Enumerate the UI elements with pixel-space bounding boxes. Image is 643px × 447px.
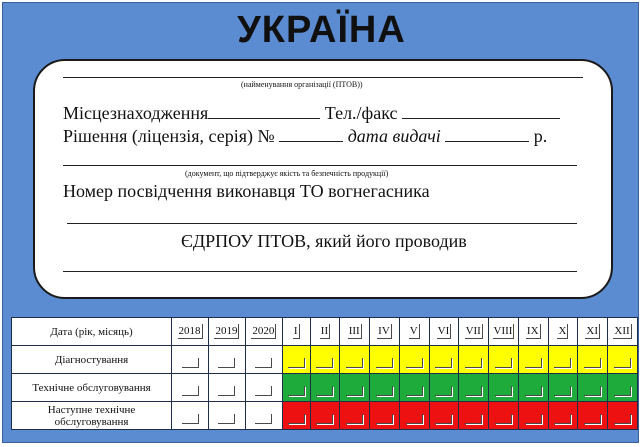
month-mark-cell[interactable]: [578, 374, 608, 402]
check-box-icon: [614, 386, 631, 396]
month-header-4: [370, 318, 400, 346]
month-header-11: [578, 318, 608, 346]
year-label: 2018: [178, 325, 201, 337]
extinguisher-label-card: [2, 2, 639, 443]
check-box-icon: [406, 358, 423, 368]
month-header-5: [399, 318, 429, 346]
month-mark-cell[interactable]: [429, 402, 459, 430]
year-header-2020: [245, 318, 282, 346]
month-header-9: [518, 318, 548, 346]
issue-date-label: дата видачі: [347, 126, 441, 146]
check-box-icon: [525, 386, 542, 396]
check-box-icon: [435, 414, 452, 424]
issue-date-unit: р.: [533, 126, 548, 146]
year-mark-cell[interactable]: [209, 402, 246, 430]
check-box-icon: [584, 414, 601, 424]
month-mark-cell[interactable]: [399, 402, 429, 430]
check-box-icon: [255, 358, 272, 368]
check-box-icon: [465, 358, 482, 368]
row-label: Наступне технічне обслуговування: [12, 402, 172, 430]
month-mark-cell[interactable]: [459, 402, 489, 430]
month-header-8: [489, 318, 519, 346]
edrpou-label: ЄДРПОУ ПТОВ, який його проводив: [181, 231, 467, 251]
certificate-line[interactable]: [67, 223, 577, 224]
check-box-icon: [554, 358, 571, 368]
month-header-1: [282, 318, 310, 346]
year-mark-cell[interactable]: [245, 374, 282, 402]
month-mark-cell[interactable]: [370, 346, 400, 374]
check-box-icon: [525, 414, 542, 424]
check-box-icon: [554, 414, 571, 424]
check-box-icon: [255, 414, 272, 424]
location-label: Місцезнаходження: [63, 103, 209, 123]
month-label: I: [293, 325, 298, 337]
table-row: [12, 346, 638, 374]
check-box-icon: [288, 386, 305, 396]
month-label: III: [348, 325, 360, 337]
table-row: [12, 374, 638, 402]
location-field[interactable]: [208, 104, 320, 119]
row-label: Діагностування: [12, 346, 172, 374]
month-header-7: [459, 318, 489, 346]
check-box-icon: [614, 414, 631, 424]
issue-date-field[interactable]: [445, 127, 529, 142]
year-label: 2019: [215, 325, 238, 337]
document-hint: (документ, що підтверджує якість та безпечність продукції): [185, 169, 389, 178]
document-line[interactable]: [63, 165, 577, 166]
year-mark-cell[interactable]: [209, 374, 246, 402]
check-box-icon: [525, 358, 542, 368]
decision-label: Рішення (ліцензія, серія) №: [63, 126, 275, 146]
year-header-2018: [172, 318, 209, 346]
decision-number-field[interactable]: [279, 127, 343, 142]
check-box-icon: [182, 414, 199, 424]
month-mark-cell[interactable]: [310, 374, 340, 402]
organization-info-panel: [33, 59, 613, 299]
check-box-icon: [465, 414, 482, 424]
check-box-icon: [465, 386, 482, 396]
check-box-icon: [288, 414, 305, 424]
month-label: XI: [586, 325, 599, 337]
check-box-icon: [316, 386, 333, 396]
year-mark-cell[interactable]: [245, 346, 282, 374]
month-header-10: [548, 318, 578, 346]
year-mark-cell[interactable]: [245, 402, 282, 430]
month-mark-cell[interactable]: [399, 346, 429, 374]
month-mark-cell[interactable]: [489, 374, 519, 402]
year-mark-cell[interactable]: [172, 346, 209, 374]
month-mark-cell[interactable]: [608, 346, 638, 374]
check-box-icon: [584, 358, 601, 368]
year-mark-cell[interactable]: [172, 374, 209, 402]
check-box-icon: [376, 414, 393, 424]
month-mark-cell[interactable]: [489, 346, 519, 374]
month-mark-cell[interactable]: [578, 346, 608, 374]
year-mark-cell[interactable]: [209, 346, 246, 374]
month-mark-cell[interactable]: [548, 346, 578, 374]
table-header-row: [12, 318, 638, 346]
organization-name-line[interactable]: [63, 77, 583, 78]
month-mark-cell[interactable]: [340, 374, 370, 402]
month-mark-cell[interactable]: [518, 402, 548, 430]
year-mark-cell[interactable]: [172, 402, 209, 430]
check-box-icon: [218, 358, 235, 368]
month-label: IX: [526, 325, 539, 337]
country-title: УКРАЇНА: [237, 9, 406, 51]
phone-label: Тел./факс: [324, 103, 398, 123]
month-mark-cell[interactable]: [282, 374, 310, 402]
month-mark-cell[interactable]: [518, 374, 548, 402]
check-box-icon: [346, 386, 363, 396]
edrpou-line[interactable]: [63, 271, 577, 272]
row-label: Технічне обслуговування: [12, 374, 172, 402]
month-label: VIII: [493, 325, 513, 337]
month-mark-cell[interactable]: [282, 402, 310, 430]
decision-row: [63, 126, 547, 146]
check-box-icon: [435, 358, 452, 368]
organization-hint: (найменування організації (ПТОВ)): [241, 80, 363, 89]
maintenance-table: [11, 317, 638, 430]
month-label: X: [558, 325, 567, 337]
month-mark-cell[interactable]: [429, 346, 459, 374]
month-mark-cell[interactable]: [608, 374, 638, 402]
month-mark-cell[interactable]: [399, 374, 429, 402]
month-mark-cell[interactable]: [310, 346, 340, 374]
location-row: [63, 103, 560, 123]
month-mark-cell[interactable]: [370, 374, 400, 402]
check-box-icon: [376, 358, 393, 368]
month-mark-cell[interactable]: [459, 374, 489, 402]
date-header-cell: Дата (рік, місяць): [12, 318, 172, 346]
certificate-label: Номер посвідчення виконавця ТО вогнегасника: [63, 181, 430, 201]
month-mark-cell[interactable]: [548, 374, 578, 402]
month-label: VII: [465, 325, 481, 337]
month-label: VI: [437, 325, 450, 337]
month-label: II: [320, 325, 329, 337]
month-label: IV: [378, 325, 390, 337]
month-label: XII: [614, 325, 630, 337]
check-box-icon: [554, 386, 571, 396]
check-box-icon: [288, 358, 305, 368]
check-box-icon: [218, 414, 235, 424]
month-mark-cell[interactable]: [489, 402, 519, 430]
check-box-icon: [495, 414, 512, 424]
month-mark-cell[interactable]: [429, 374, 459, 402]
month-mark-cell[interactable]: [608, 402, 638, 430]
check-box-icon: [346, 358, 363, 368]
check-box-icon: [406, 386, 423, 396]
check-box-icon: [376, 386, 393, 396]
month-header-3: [340, 318, 370, 346]
check-box-icon: [435, 386, 452, 396]
check-box-icon: [316, 358, 333, 368]
check-box-icon: [255, 386, 272, 396]
year-label: 2020: [252, 325, 275, 337]
month-header-2: [310, 318, 340, 346]
table-row: [12, 402, 638, 430]
check-box-icon: [495, 386, 512, 396]
check-box-icon: [495, 358, 512, 368]
month-mark-cell[interactable]: [370, 402, 400, 430]
month-mark-cell[interactable]: [340, 402, 370, 430]
check-box-icon: [182, 358, 199, 368]
month-header-6: [429, 318, 459, 346]
month-mark-cell[interactable]: [578, 402, 608, 430]
month-mark-cell[interactable]: [282, 346, 310, 374]
check-box-icon: [346, 414, 363, 424]
year-header-2019: [209, 318, 246, 346]
month-mark-cell[interactable]: [518, 346, 548, 374]
month-header-12: [608, 318, 638, 346]
month-mark-cell[interactable]: [459, 346, 489, 374]
check-box-icon: [406, 414, 423, 424]
check-box-icon: [316, 414, 333, 424]
phone-field[interactable]: [402, 104, 560, 119]
month-mark-cell[interactable]: [310, 402, 340, 430]
check-box-icon: [218, 386, 235, 396]
check-box-icon: [182, 386, 199, 396]
month-label: V: [409, 325, 418, 337]
month-mark-cell[interactable]: [548, 402, 578, 430]
month-mark-cell[interactable]: [340, 346, 370, 374]
check-box-icon: [614, 358, 631, 368]
check-box-icon: [584, 386, 601, 396]
